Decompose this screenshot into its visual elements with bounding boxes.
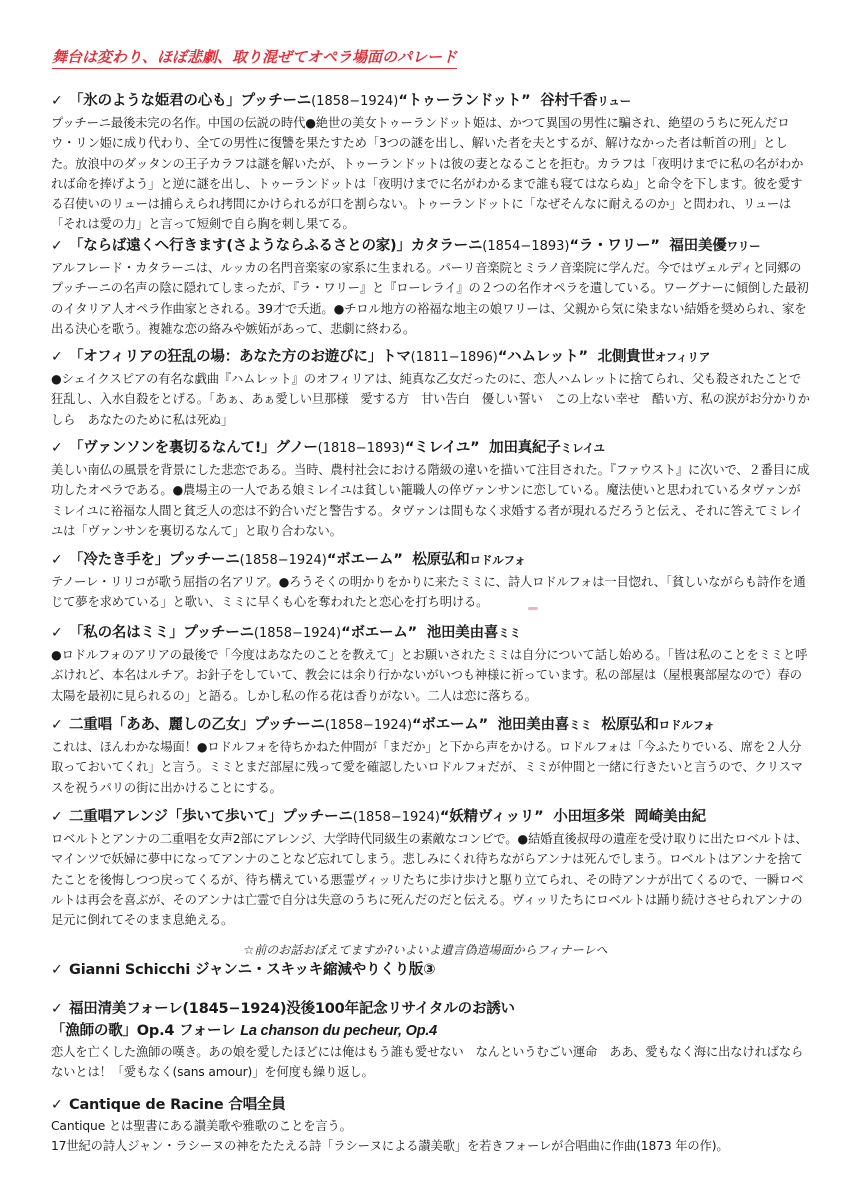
- entry-description-line-1: Cantique とは聖書にある讃美歌や雅歌のことを言う。: [51, 1119, 352, 1133]
- duet-label: 二重唱: [69, 717, 112, 733]
- opera-title: “妖精ヴィッリ”: [439, 809, 544, 825]
- entry-title-line: [51, 549, 811, 572]
- song-title: 「漁師の歌」Op.4 フォーレ: [51, 1023, 236, 1039]
- check-icon: ✓: [51, 552, 63, 568]
- composer: プッチーニ: [169, 552, 240, 568]
- song-title-line: [51, 1020, 811, 1042]
- entry-description-line-2: 17世紀の詩人ジャン・ラシーヌの神をたたえる詩「ラシーヌによる讃美歌」を若きフォーレが合唱曲に作曲(1873 年の作)。: [51, 1139, 729, 1154]
- entry-description: 美しい南仏の風景を背景にした悲恋である。当時、農村社会における階級の違いを描いて注目された。『ファウスト』に次いで、２番目に成功したオペラである。●農場主の一人である娘ミレイユは貧しい籠職人の倅ヴァンサンに恋している。魔法使いと思われているタヴァンがミレイユに裕福な人間と貧乏人の恋は不釣合いだと警告する。タヴァンは間もなく求婚する者が現れるだろうと伝え、それに答えてミレイユは「ヴァンサンを裏切るなんて」と取り合わない。: [51, 463, 810, 538]
- role: ミミ: [498, 626, 521, 640]
- composer: トマ: [382, 349, 411, 365]
- aria-title: 「オフィリアの狂乱の場：あなた方のお遊びに」: [69, 349, 383, 365]
- entry-title-line: [51, 235, 811, 258]
- check-icon: ✓: [51, 962, 63, 978]
- entry-mireille: [51, 437, 811, 541]
- entry-description: ●シェイクスピアの有名な戯曲『ハムレット』のオフィリアは、純真な乙女だったのに、恋人ハムレットに捨てられ、父も殺されたことで狂乱し、入水自殺をとげる。「あぁ、あぁ愛しい旦那様 愛する方 甘い告白 優しい誓い この上ない幸せ 酷い方、私の涙がお分かりかしら あなたのために私は死ぬ」: [51, 372, 810, 427]
- singer: 加田真紀子: [489, 440, 561, 456]
- entry-description: プッチーニ最後未完の名作。中国の伝説の時代●絶世の美女トゥーランドット姫は、かつて異国の男性に騙され、絶望のうちに死んだロウ・リン姫に成り代わり、全ての男性に復讐を果たすため「3つの謎を出し、解いた者を夫とするが、解けなかった者は斬首の刑」とした。放浪中のダッタンの王子カラフは謎を解いたが、トゥーランドットは彼の妻となることを拒む。カラフは「夜明けまでに私の名がわかれば命を捧げよう」と逆に謎を出し、トゥーランドットは「夜明けまでに名がわかるまで誰も寝てはならぬ」と命令を下します。彼を愛する召使いのリューは捕らえられ拷問にかけられるが口を割らない。トゥーランドットに「なぜそんなに耐えるのか」と問われ、リューは「それは愛の力」と言って短剣で自ら胸を刺し果てる。: [51, 116, 804, 232]
- opera-title: “ボエーム”: [412, 717, 488, 733]
- opera-title: “ボエーム”: [341, 625, 417, 641]
- singer: 北側貴世: [597, 349, 655, 365]
- ink-blot: [528, 607, 538, 610]
- transition-note: ☆前のお話おぼえてますか?いよいよ遺言偽造場面からフィナーレへ: [243, 943, 608, 957]
- entry-o-soave-fanciulla: [51, 714, 811, 798]
- entry-title-line: [51, 998, 811, 1020]
- entry-faure-recital: [51, 998, 811, 1083]
- composer: プッチーニ: [240, 93, 312, 109]
- composer: カタラーニ: [410, 238, 483, 254]
- duet-label: 二重唱アレンジ: [69, 809, 168, 825]
- role: ワリー: [726, 239, 761, 253]
- check-icon: ✓: [51, 349, 63, 365]
- entry-mi-chiamano-mimi: [51, 622, 811, 706]
- check-icon: ✓: [51, 625, 63, 641]
- check-icon: ✓: [51, 440, 63, 456]
- entry-description: ロベルトとアンナの二重唱を女声2部にアレンジ、大学時代同級生の素敵なコンビで。●結婚直後叔母の遺産を受け取りに出たロベルトは、マインツで妖婦に夢中になってアンナのことなど忘れてしまう。悲しみにくれ待ちながらアンナは死んでしまう。ロベルトはアンナを捨てたことを後悔しつつ戻ってくるが、待ち構えている悪霊ヴィッリたちに歩け歩けと駆り立てられ、その時アンナが出てくるので、一瞬ロベルトは再会を喜ぶが、そのアンナは亡霊で自分は失意のうちに死んだのだと伝える。ヴィッリたちにロベルトは踊り続けさせられアンナの足元に倒れてそのまま息絶える。: [51, 832, 808, 928]
- entry-title-line: [51, 90, 811, 113]
- singer: 小田垣多栄: [553, 809, 625, 825]
- role: リュー: [597, 94, 631, 108]
- opera-title: “トゥーランドット”: [398, 93, 531, 109]
- opera-title: “ハムレット”: [497, 349, 588, 365]
- entry-le-villi: [51, 806, 811, 930]
- role: オフィリア: [654, 350, 711, 364]
- role: ミミ: [569, 718, 592, 732]
- opera-title: “ミレイユ”: [404, 440, 480, 456]
- opera-title: “ボエーム”: [326, 552, 403, 568]
- aria-title: 「ヴァンソンを裏切るなんて!」: [69, 440, 276, 456]
- singer: 谷村千香: [540, 93, 598, 109]
- singer: 福田美優: [669, 238, 727, 254]
- opera-title: “ラ・ワリー”: [569, 238, 660, 254]
- composer-dates: (1858−1924): [239, 553, 327, 568]
- singer-2: 松原弘和: [601, 717, 659, 733]
- song-title-french: La chanson du pecheur, Op.4: [240, 1023, 438, 1039]
- entry-title-line: [51, 622, 811, 645]
- check-icon: ✓: [51, 717, 63, 733]
- entry-title-line: [51, 346, 811, 369]
- entry-description: これは、ほんわかな場面！●ロドルフォを待ちかねた仲間が「まだか」と下から声をかける。ロドルフォは「今ふたりでいる、席を２人分取っておいてくれ」と言う。ミミとまだ部屋に残って愛を確認したいロドルフォだが、ミミが仲間と一緒に行きたいと言うので、クリスマスを祝うパリの街に出かけることにする。: [51, 740, 803, 795]
- composer-dates: (1858−1924): [253, 626, 342, 641]
- entry-description: 恋人を亡くした漁師の嘆き。あの娘を愛したほどには俺はもう誰も愛せない なんというむごい運命 ああ、愛もなく海に出なければならないとは！「愛もなく(sans amour)」を何度も繰り返し。: [51, 1045, 804, 1080]
- entry-che-gelida-manina: [51, 549, 811, 613]
- recital-heading: 福田清美フォーレ(1845−1924)没後100年記念リサイタルのお誘い: [69, 1001, 515, 1017]
- aria-title: 「歩いて歩いて」: [167, 809, 283, 825]
- aria-subtitle: (さようならふるさとの家)」: [226, 238, 411, 254]
- entry-title-line: [51, 1094, 811, 1116]
- composer-dates: (1818−1893): [317, 441, 405, 456]
- check-icon: ✓: [51, 238, 63, 254]
- aria-title: 「ああ、麗しの乙女」: [111, 717, 255, 733]
- composer: プッチーニ: [282, 809, 353, 825]
- role: ミレイユ: [560, 441, 605, 455]
- entry-title-line: [51, 806, 811, 829]
- composer: プッチーニ: [183, 625, 254, 641]
- cantique-heading: Cantique de Racine 合唱全員: [69, 1097, 286, 1113]
- entry-title-line: [51, 959, 811, 981]
- check-icon: ✓: [51, 809, 63, 825]
- check-icon: ✓: [51, 93, 63, 109]
- composer: プッチーニ: [254, 717, 325, 733]
- singer: 松原弘和: [412, 552, 470, 568]
- composer-dates: (1854−1893): [482, 239, 570, 254]
- aria-title: 「私の名はミミ」: [69, 625, 184, 641]
- entry-cantique: [51, 1094, 811, 1157]
- entry-turandot: [51, 90, 811, 235]
- composer-dates: (1811−1896): [410, 350, 498, 365]
- singer: 池田美由喜: [497, 717, 570, 733]
- entry-description: テノーレ・リリコが歌う屈指の名アリア。●ろうそくの明かりをかりに来たミミに、詩人ロドルフォは一目惚れ、「貧しいながらも詩作を通じて夢を求めている」と歌い、ミミに早くも心を奪われたと恋心を打ち明ける。: [51, 575, 806, 610]
- role-2: ロドルフォ: [658, 718, 715, 732]
- composer-dates: (1858−1924): [324, 718, 413, 733]
- entry-description: ●ロドルフォのアリアの最後で「今度はあなたのことを教えて」とお願いされたミミは自分について話し始める。「皆は私のことをミミと呼ぶけれど、本名はルチア。お針子をしていて、教会には余り行かないがいつも神様に祈っています。私の部屋は（屋根裏部屋なので）春の太陽を最初に見られるの」と語る。しかし私の作る花は香りがない。二人は恋に落ちる。: [51, 648, 808, 703]
- entry-gianni-schicchi: [51, 959, 811, 981]
- check-icon: ✓: [51, 1097, 63, 1113]
- singer: 池田美由喜: [426, 625, 499, 641]
- entry-title-line: [51, 437, 811, 460]
- entry-title-line: [51, 714, 811, 737]
- singer-2: 岡崎美由紀: [634, 809, 706, 825]
- role: ロドルフォ: [469, 553, 526, 567]
- schicchi-title: Gianni Schicchi ジャンニ・スキッキ縮減やりくり版③: [69, 962, 436, 978]
- composer-dates: (1858−1924): [352, 810, 440, 825]
- composer-dates: (1858−1924): [311, 94, 399, 109]
- entry-la-wally: [51, 235, 811, 339]
- page-headline: 舞台は変わり、ほぼ悲劇、取り混ぜてオペラ場面のパレード: [52, 46, 457, 69]
- composer: グノー: [275, 440, 318, 456]
- aria-title: 「ならば遠くへ行きます: [69, 238, 227, 254]
- aria-title: 「氷のような姫君の心も」: [69, 93, 241, 109]
- aria-title: 「冷たき手を」: [69, 552, 170, 568]
- entry-hamlet: [51, 346, 811, 430]
- entry-description: アルフレード・カタラーニは、ルッカの名門音楽家の家系に生まれる。パーリ音楽院とミラノ音楽院に学んだ。今ではヴェルディと同郷のプッチーニの名声の陰に隠れてしまったが、『ラ・ワリー』と『ローレライ』の２つの名作オペラを遺している。ワーグナーに傾倒した最初のイタリア人オペラ作曲家とされる。39才で夭逝。●チロル地方の裕福な地主の娘ワリーは、父親から気に染まない結婚を奨められ、家を出る決心を歌う。複雑な恋の絡みや嫉妬があって、悲劇に終わる。: [51, 261, 809, 336]
- check-icon: ✓: [51, 1001, 63, 1017]
